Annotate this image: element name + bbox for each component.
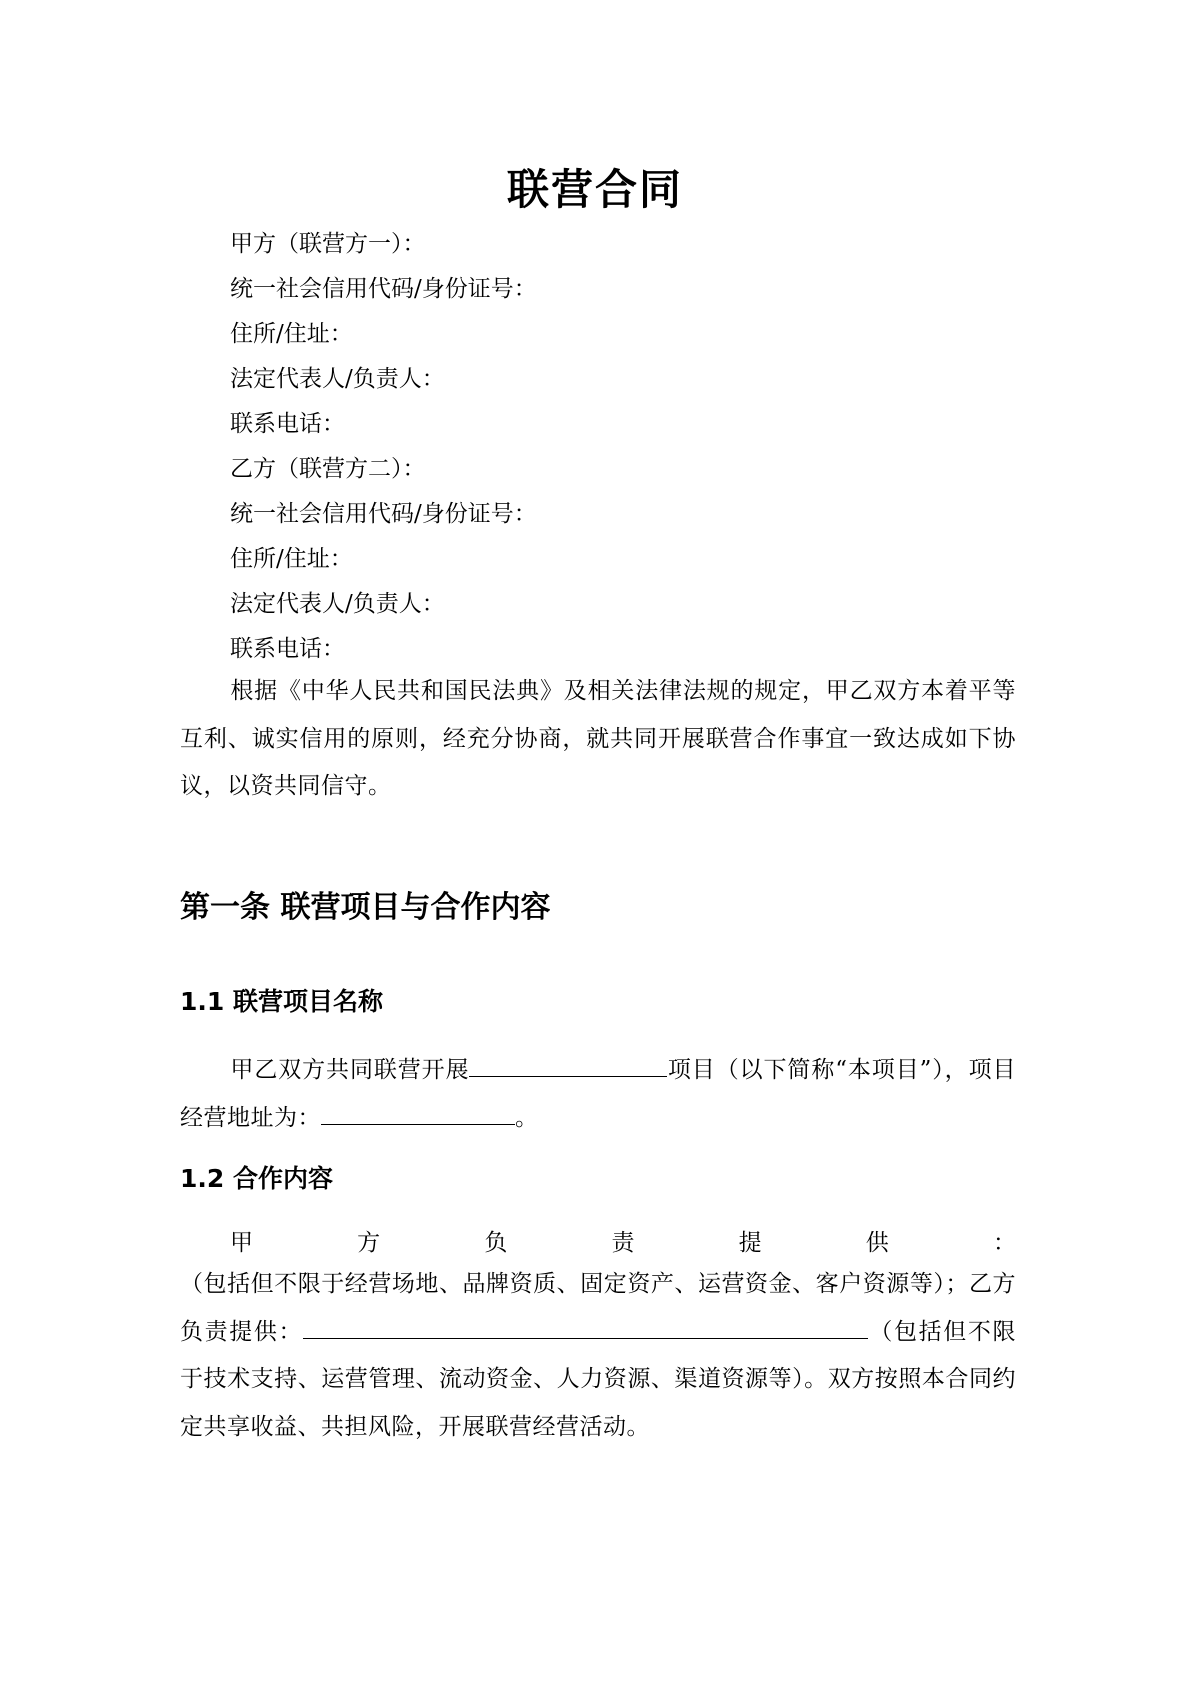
spread-char: 责 xyxy=(611,1230,635,1256)
spread-char: 甲 xyxy=(230,1230,253,1256)
preamble-paragraph: 根据《中华人民共和国民法典》及相关法律法规的规定，甲乙双方本着平等互利、诚实信用的原则，经充分协商，就共同开展联营合作事宜一致达成如下协议，以资共同信守。 xyxy=(180,678,1016,799)
party-a-address: 住所/住址： xyxy=(230,321,353,347)
spread-char: 负 xyxy=(484,1230,508,1256)
spread-char: 方 xyxy=(357,1230,381,1256)
article-1-heading: 第一条 联营项目与合作内容 xyxy=(180,890,551,925)
party-b-credit-code: 统一社会信用代码/身份证号： xyxy=(230,501,537,527)
project-name-blank xyxy=(469,1054,667,1077)
party-a-representative: 法定代表人/负责人： xyxy=(230,366,445,392)
spread-char: 供 xyxy=(865,1230,889,1256)
section-1-2-paragraph: （包括但不限于经营场地、品牌资质、固定资产、运营资金、客户资源等）；乙方负责提供： （包括但不限于技术支持、运营管理、流动资金、人力资源、渠道资源等）。双方按照本合同约定共享收益、共担风险，开展联营经营活动。 xyxy=(180,1271,1017,1440)
party-b-representative: 法定代表人/负责人： xyxy=(230,591,445,617)
project-address-blank xyxy=(321,1102,515,1125)
document-title: 联营合同 xyxy=(506,165,683,214)
party-a-provides-line xyxy=(230,1228,1016,1258)
section-1-1-paragraph: 甲乙双方共同联营开展 项目（以下简称“本项目”），项目经营地址为： 。 xyxy=(180,1047,1016,1142)
party-a-label: 甲方（联营方一）： xyxy=(230,231,426,257)
party-a-phone: 联系电话： xyxy=(230,411,345,437)
section-1-2-heading: 1.2 合作内容 xyxy=(180,1164,333,1193)
party-b-address: 住所/住址： xyxy=(230,546,353,572)
party-a-credit-code: 统一社会信用代码/身份证号： xyxy=(230,276,537,302)
spread-char: ： xyxy=(992,1230,1016,1256)
spread-char: 提 xyxy=(738,1230,762,1256)
party-b-provides-blank xyxy=(303,1316,868,1339)
party-b-label: 乙方（联营方二）： xyxy=(230,456,426,482)
section-1-1-heading: 1.1 联营项目名称 xyxy=(180,987,383,1016)
party-b-phone: 联系电话： xyxy=(230,636,345,662)
